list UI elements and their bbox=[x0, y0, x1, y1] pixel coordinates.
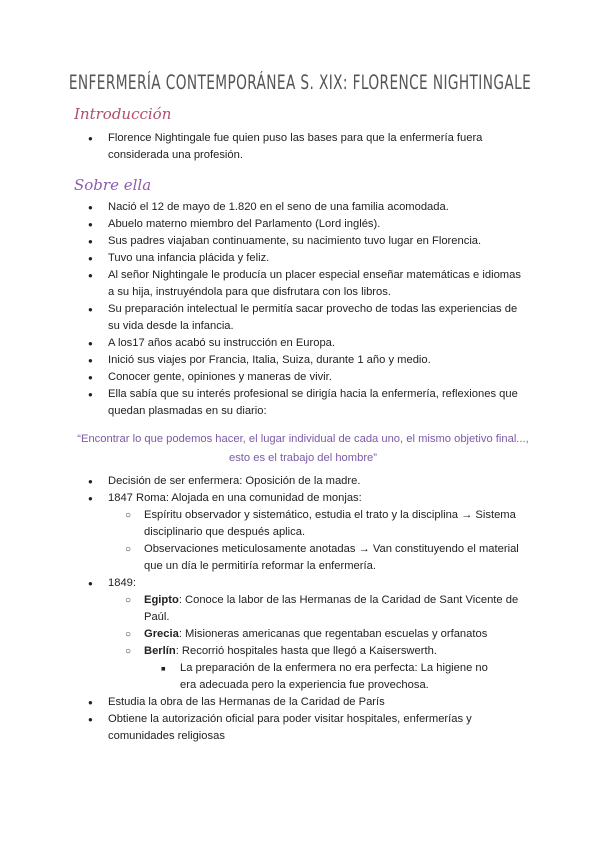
list-item: ● Florence Nightingale fue quien puso las bases para que la enfermería fuera considerada una profesión. bbox=[108, 130, 538, 164]
list-item bbox=[108, 575, 538, 694]
egipto-text: : Conoce la labor de las Hermanas de la Caridad de Sant Vicente de Paúl. bbox=[144, 594, 519, 623]
berlin-label: Berlín bbox=[144, 645, 176, 657]
about-list bbox=[108, 199, 528, 420]
sub-list-item: ○ Espíritu observador y sistemático, estudia el trato y la disciplina → Sistema disciplinario que después aplica. bbox=[144, 507, 534, 541]
berlin-text: : Recorrió hospitales hasta que llegó a Kaiserswerth. bbox=[175, 645, 437, 657]
diary-quote: “Encontrar lo que podemos hacer, el lugar individual de cada uno, el mismo objetivo final..., esto es el trabajo del hombre” bbox=[77, 433, 529, 464]
list-item: ● Al señor Nightingale le producía un placer especial enseñar matemáticas e idiomas a su hija, instruyéndola para que disfrutara con los libros. bbox=[108, 267, 528, 301]
list-item: ● A los17 años acabó su instrucción en Europa. bbox=[108, 335, 528, 352]
list-item: ● Decisión de ser enfermera: Oposición de la madre. bbox=[108, 473, 538, 490]
about-heading: Sobre ella bbox=[74, 176, 152, 194]
sub-list-item: ○ Observaciones meticulosamente anotadas → Van constituyendo el material que un día le permitiría reformar la enfermería. bbox=[144, 541, 534, 575]
list-item: ● Abuelo materno miembro del Parlamento (Lord inglés). bbox=[108, 216, 528, 233]
sub-list-item bbox=[144, 592, 539, 626]
1849-sublist bbox=[144, 592, 539, 694]
list-item: ● Inició sus viajes por Francia, Italia, Suiza, durante 1 año y medio. bbox=[108, 352, 528, 369]
career-list bbox=[108, 473, 538, 745]
roma-sublist bbox=[144, 507, 534, 575]
list-item: ● Conocer gente, opiniones y maneras de vivir. bbox=[108, 369, 528, 386]
sub-list-item bbox=[144, 626, 539, 643]
list-item: ● Estudia la obra de las Hermanas de la Caridad de París bbox=[108, 694, 538, 711]
sub-sub-list-item: ■ La preparación de la enfermera no era perfecta: La higiene no era adecuada pero la experiencia fue provechosa. bbox=[180, 660, 500, 694]
berlin-sublist bbox=[180, 660, 500, 694]
list-item: ● Nació el 12 de mayo de 1.820 en el seno de una familia acomodada. bbox=[108, 199, 528, 216]
roma-text: 1847 Roma: Alojada en una comunidad de monjas: bbox=[108, 492, 362, 504]
list-item: ● Obtiene la autorización oficial para poder visitar hospitales, enfermerías y comunidades religiosas bbox=[108, 711, 538, 745]
grecia-text: : Misioneras americanas que regentaban escuelas y orfanatos bbox=[178, 628, 488, 640]
egipto-label: Egipto bbox=[144, 594, 179, 606]
list-item bbox=[108, 490, 538, 575]
grecia-label: Grecia bbox=[144, 628, 179, 640]
list-item: ● Su preparación intelectual le permitía sacar provecho de todas las experiencias de su vida desde la infancia. bbox=[108, 301, 528, 335]
sub-list-item bbox=[144, 643, 539, 694]
list-item: ● Ella sabía que su interés profesional se dirigía hacia la enfermería, reflexiones que quedan plasmadas en su diario: bbox=[108, 386, 528, 420]
page-title: ENFERMERÍA CONTEMPORÁNEA S. XIX: FLORENCE NIGHTINGALE bbox=[68, 71, 532, 94]
intro-list bbox=[108, 130, 538, 164]
list-item: ● Sus padres viajaban continuamente, su nacimiento tuvo lugar en Florencia. bbox=[108, 233, 528, 250]
year-1849: 1849: bbox=[108, 577, 136, 589]
intro-heading: Introducción bbox=[74, 105, 172, 123]
list-item: ● Tuvo una infancia plácida y feliz. bbox=[108, 250, 528, 267]
